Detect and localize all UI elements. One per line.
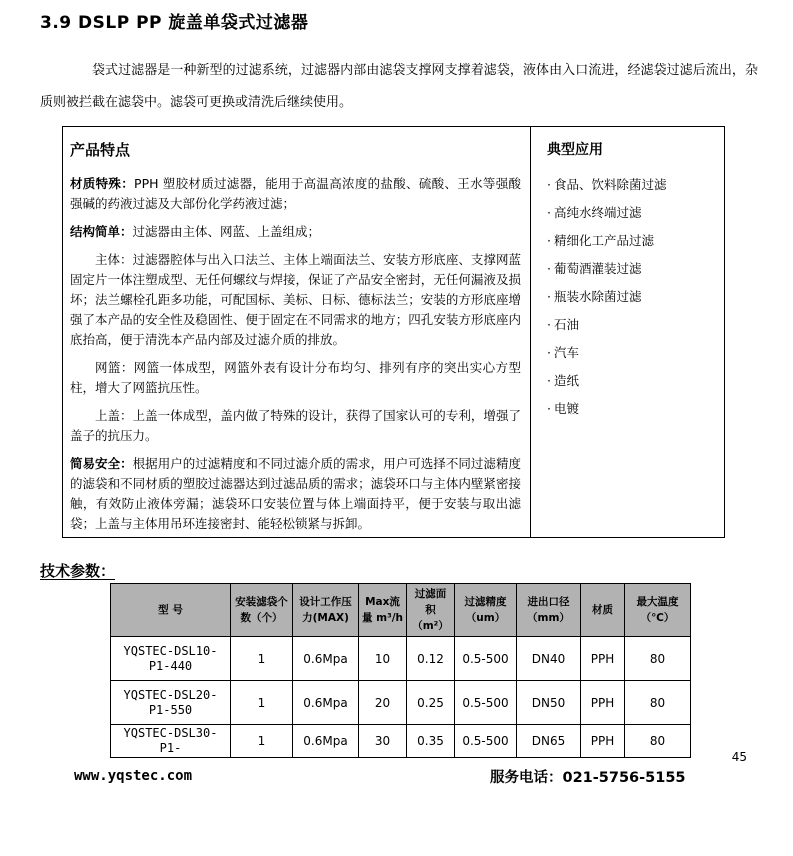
feature-text: 网篮一体成型，网篮外表有设计分布均匀、排列有序的突出实心方型柱，增大了网篮抗压性。 [70,360,521,395]
table-cell: 1 [231,725,293,758]
page-title: 3.9 DSLP PP 旋盖单袋式过滤器 [40,13,309,33]
feature-label: 结构简单： [70,224,133,239]
table-cell-model: YQSTEC-DSL30-P1- [111,725,231,758]
table-cell-model: YQSTEC-DSL10-P1-440 [111,637,231,681]
table-cell: 10 [359,637,407,681]
product-features-box [62,126,725,538]
application-label: 汽车 [553,345,579,360]
table-cell: 20 [359,681,407,725]
bullet-icon: · [547,177,551,192]
footer-website: www.yqstec.com [74,768,193,784]
table-cell: DN50 [517,681,581,725]
application-item [547,345,718,361]
feature-paragraph-material [70,174,521,214]
table-cell: DN40 [517,637,581,681]
features-panel [63,127,531,537]
feature-label: 主体： [95,252,133,267]
feature-text: PPH 塑胶材质过滤器，能用于高温高浓度的盐酸、硫酸、王水等强酸强碱的药液过滤及大部份化学药液过滤； [70,176,521,211]
table-cell: 80 [625,725,691,758]
bullet-icon: · [547,261,551,276]
feature-paragraph-body [70,250,521,350]
application-item [547,261,718,277]
table-header-cell: 材质 [581,584,625,637]
tech-params-table [110,583,691,758]
application-label: 食品、饮料除菌过滤 [553,177,667,192]
application-item [547,233,718,249]
bullet-icon: · [547,289,551,304]
feature-text: 过滤器由主体、网蓝、上盖组成； [132,224,321,239]
table-header-cell: 过滤精度（um） [455,584,517,637]
table-header-cell: 型 号 [111,584,231,637]
table-cell: 0.6Mpa [293,637,359,681]
feature-text: 过滤器腔体与出入口法兰、主体上端面法兰、安装方形底座、支撑网蓝固定片一体注塑成型、无任何螺纹与焊接，保证了产品安全密封，无任何漏液及损坏；法兰螺栓孔距多功能，可配国标、美标、日标、德标法兰；安装的方形底座增强了本产品的安全性及稳固性、便于固定在不同需求的地方；四孔安装方形底座内底抬高，便于清洗本产品内部及过滤介质的排放。 [70,252,521,347]
tech-params-heading: 技术参数： [40,562,116,580]
application-item [547,177,718,193]
table-cell: PPH [581,725,625,758]
feature-paragraph-structure [70,222,521,242]
table-cell: 0.6Mpa [293,681,359,725]
table-cell: 0.12 [407,637,455,681]
application-item [547,205,718,221]
table-cell: 1 [231,681,293,725]
feature-text: 上盖一体成型，盖内做了特殊的设计，获得了国家认可的专利，增强了盖子的抗压力。 [70,408,521,443]
applications-panel [531,127,724,537]
table-header-cell: 过滤面积（m²） [407,584,455,637]
feature-label: 网篮： [95,360,134,375]
table-cell: 30 [359,725,407,758]
table-cell: 0.25 [407,681,455,725]
application-item [547,317,718,333]
application-label: 电镀 [553,401,579,416]
bullet-icon: · [547,401,551,416]
application-label: 葡萄酒灌装过滤 [553,261,642,276]
table-row [111,637,691,681]
table-cell: 0.5-500 [455,725,517,758]
feature-paragraph-cover [70,406,521,446]
bullet-icon: · [547,373,551,388]
applications-heading: 典型应用 [547,142,603,158]
application-label: 瓶装水除菌过滤 [553,289,642,304]
table-row [111,725,691,758]
page-number: 45 [731,750,747,764]
bullet-icon: · [547,205,551,220]
application-label: 造纸 [553,373,579,388]
table-cell: 80 [625,681,691,725]
table-cell: 0.35 [407,725,455,758]
feature-text: 根据用户的过滤精度和不同过滤介质的需求，用户可选择不同过滤精度的滤袋和不同材质的塑胶过滤器达到过滤品质的需求；滤袋环口与主体内壁紧密接触，有效防止液体旁漏；滤袋环口安装位置与体上端面持平，便于安装与取出滤袋；上盖与主体用吊环连接密封、能轻松锁紧与拆卸。 [70,456,521,531]
bullet-icon: · [547,233,551,248]
feature-paragraph-safety [70,454,521,534]
application-item [547,373,718,389]
feature-label: 上盖： [95,408,133,423]
application-item [547,401,718,417]
table-header-cell: 安装滤袋个数（个） [231,584,293,637]
table-header-row [111,584,691,637]
table-cell: 0.5-500 [455,637,517,681]
table-cell-model: YQSTEC-DSL20-P1-550 [111,681,231,725]
table-row [111,681,691,725]
intro-paragraph: 袋式过滤器是一种新型的过滤系统，过滤器内部由滤袋支撑网支撑着滤袋，液体由入口流进，经滤袋过滤后流出，杂质则被拦截在滤袋中。滤袋可更换或清洗后继续使用。 [40,63,758,110]
table-header-cell: Max流量 m³/h [359,584,407,637]
footer-service-phone: 服务电话：021-5756-5155 [490,770,686,786]
table-header-cell: 最大温度（℃） [625,584,691,637]
feature-paragraph-basket [70,358,521,398]
application-item [547,289,718,305]
table-header-cell: 设计工作压力(MAX) [293,584,359,637]
bullet-icon: · [547,317,551,332]
application-label: 高纯水终端过滤 [553,205,642,220]
feature-label: 材质特殊： [70,176,135,191]
application-label: 石油 [553,317,579,332]
table-cell: PPH [581,681,625,725]
application-label: 精细化工产品过滤 [553,233,654,248]
table-cell: 1 [231,637,293,681]
table-cell: 0.5-500 [455,681,517,725]
table-header-cell: 进出口径（mm） [517,584,581,637]
table-cell: PPH [581,637,625,681]
table-cell: 80 [625,637,691,681]
table-cell: 0.6Mpa [293,725,359,758]
feature-label: 简易安全： [70,456,133,471]
table-cell: DN65 [517,725,581,758]
bullet-icon: · [547,345,551,360]
features-heading: 产品特点 [70,141,131,159]
